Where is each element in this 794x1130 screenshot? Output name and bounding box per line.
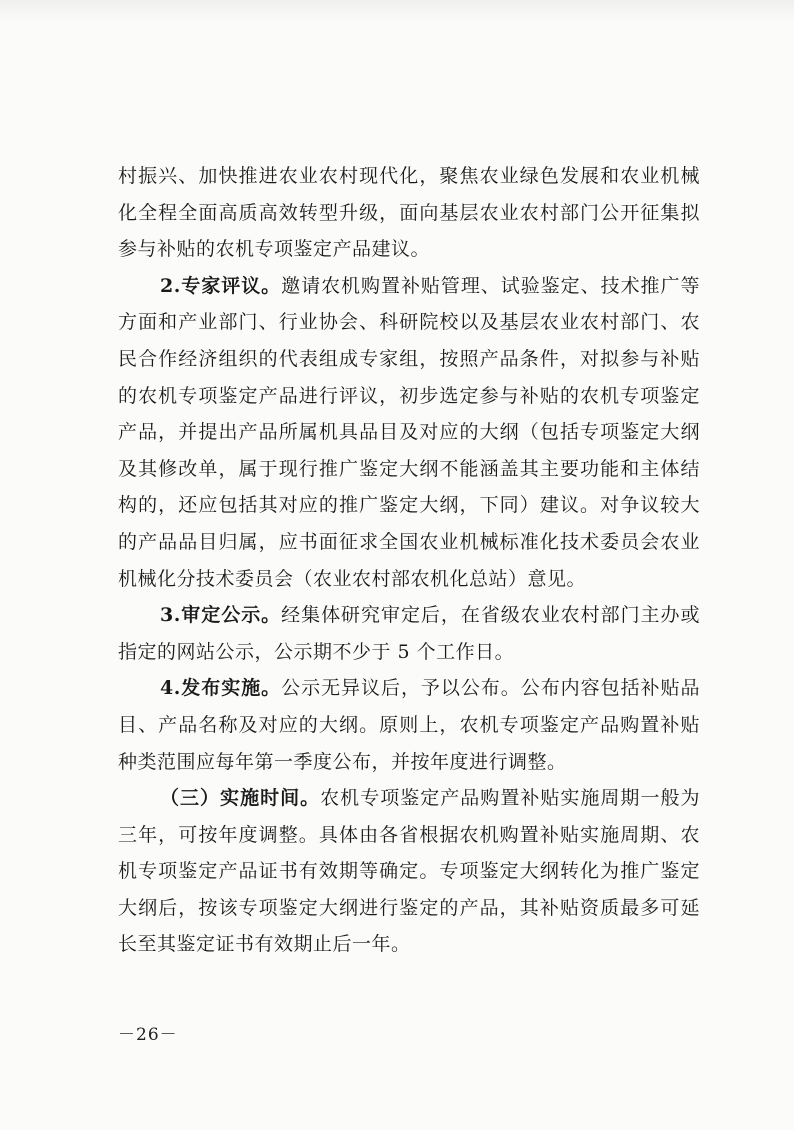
page-number: －26－: [118, 1025, 178, 1045]
paragraph-heading: （三）实施时间。: [160, 787, 321, 810]
paragraph-text: 邀请农机购置补贴管理、试验鉴定、技术推广等方面和产业部门、行业协会、科研院校以及基层农业农村部门、农民合作经济组织的代表组成专家组，按照产品条件，对拟参与补贴的农机专项鉴定产品进行评议，初步选定参与补贴的农机专项鉴定产品，并提出产品所属机具品目及对应的大纲（包括专项鉴定大纲及其修改单，属于现行推广鉴定大纲不能涵盖其主要功能和主体结构的，还应包括其对应的推广鉴定大纲，下同）建议。对争议较大的产品品目归属，应书面征求全国农业机械标准化技术委员会农业机械化分技术委员会（农业农村部农机化总站）意见。: [118, 274, 700, 590]
paragraph-implementation-period: [118, 780, 700, 963]
paragraph-text: 村振兴、加快推进农业农村现代化，聚焦农业绿色发展和农业机械化全程全面高质高效转型升级，面向基层农业农村部门公开征集拟参与补贴的农机专项鉴定产品建议。: [118, 165, 700, 261]
paragraph-expert-review: [118, 268, 700, 597]
paragraph-heading: 2.专家评议。: [160, 274, 282, 297]
paragraph-heading: 4.发布实施。: [160, 677, 282, 700]
paragraph-approval-publicity: [118, 597, 700, 670]
paragraph-text: 农机专项鉴定产品购置补贴实施周期一般为三年，可按年度调整。具体由各省根据农机购置补贴实施周期、农机专项鉴定产品证书有效期等确定。专项鉴定大纲转化为推广鉴定大纲后，按该专项鉴定大纲进行鉴定的产品，其补贴资质最多可延长至其鉴定证书有效期止后一年。: [118, 787, 700, 956]
body-text: [118, 158, 700, 963]
paragraph-text: 经集体研究审定后，在省级农业农村部门主办或指定的网站公示，公示期不少于 5 个工作日。: [118, 604, 700, 663]
paragraph-text: 公示无异议后，予以公布。公布内容包括补贴品目、产品名称及对应的大纲。原则上，农机专项鉴定产品购置补贴种类范围应每年第一季度公布，并按年度进行调整。: [118, 677, 700, 773]
scan-edge-shading: [0, 0, 794, 22]
paragraph-heading: 3.审定公示。: [160, 604, 282, 627]
paragraph-release-implementation: [118, 670, 700, 780]
paragraph-intro-continuation: [118, 158, 700, 268]
